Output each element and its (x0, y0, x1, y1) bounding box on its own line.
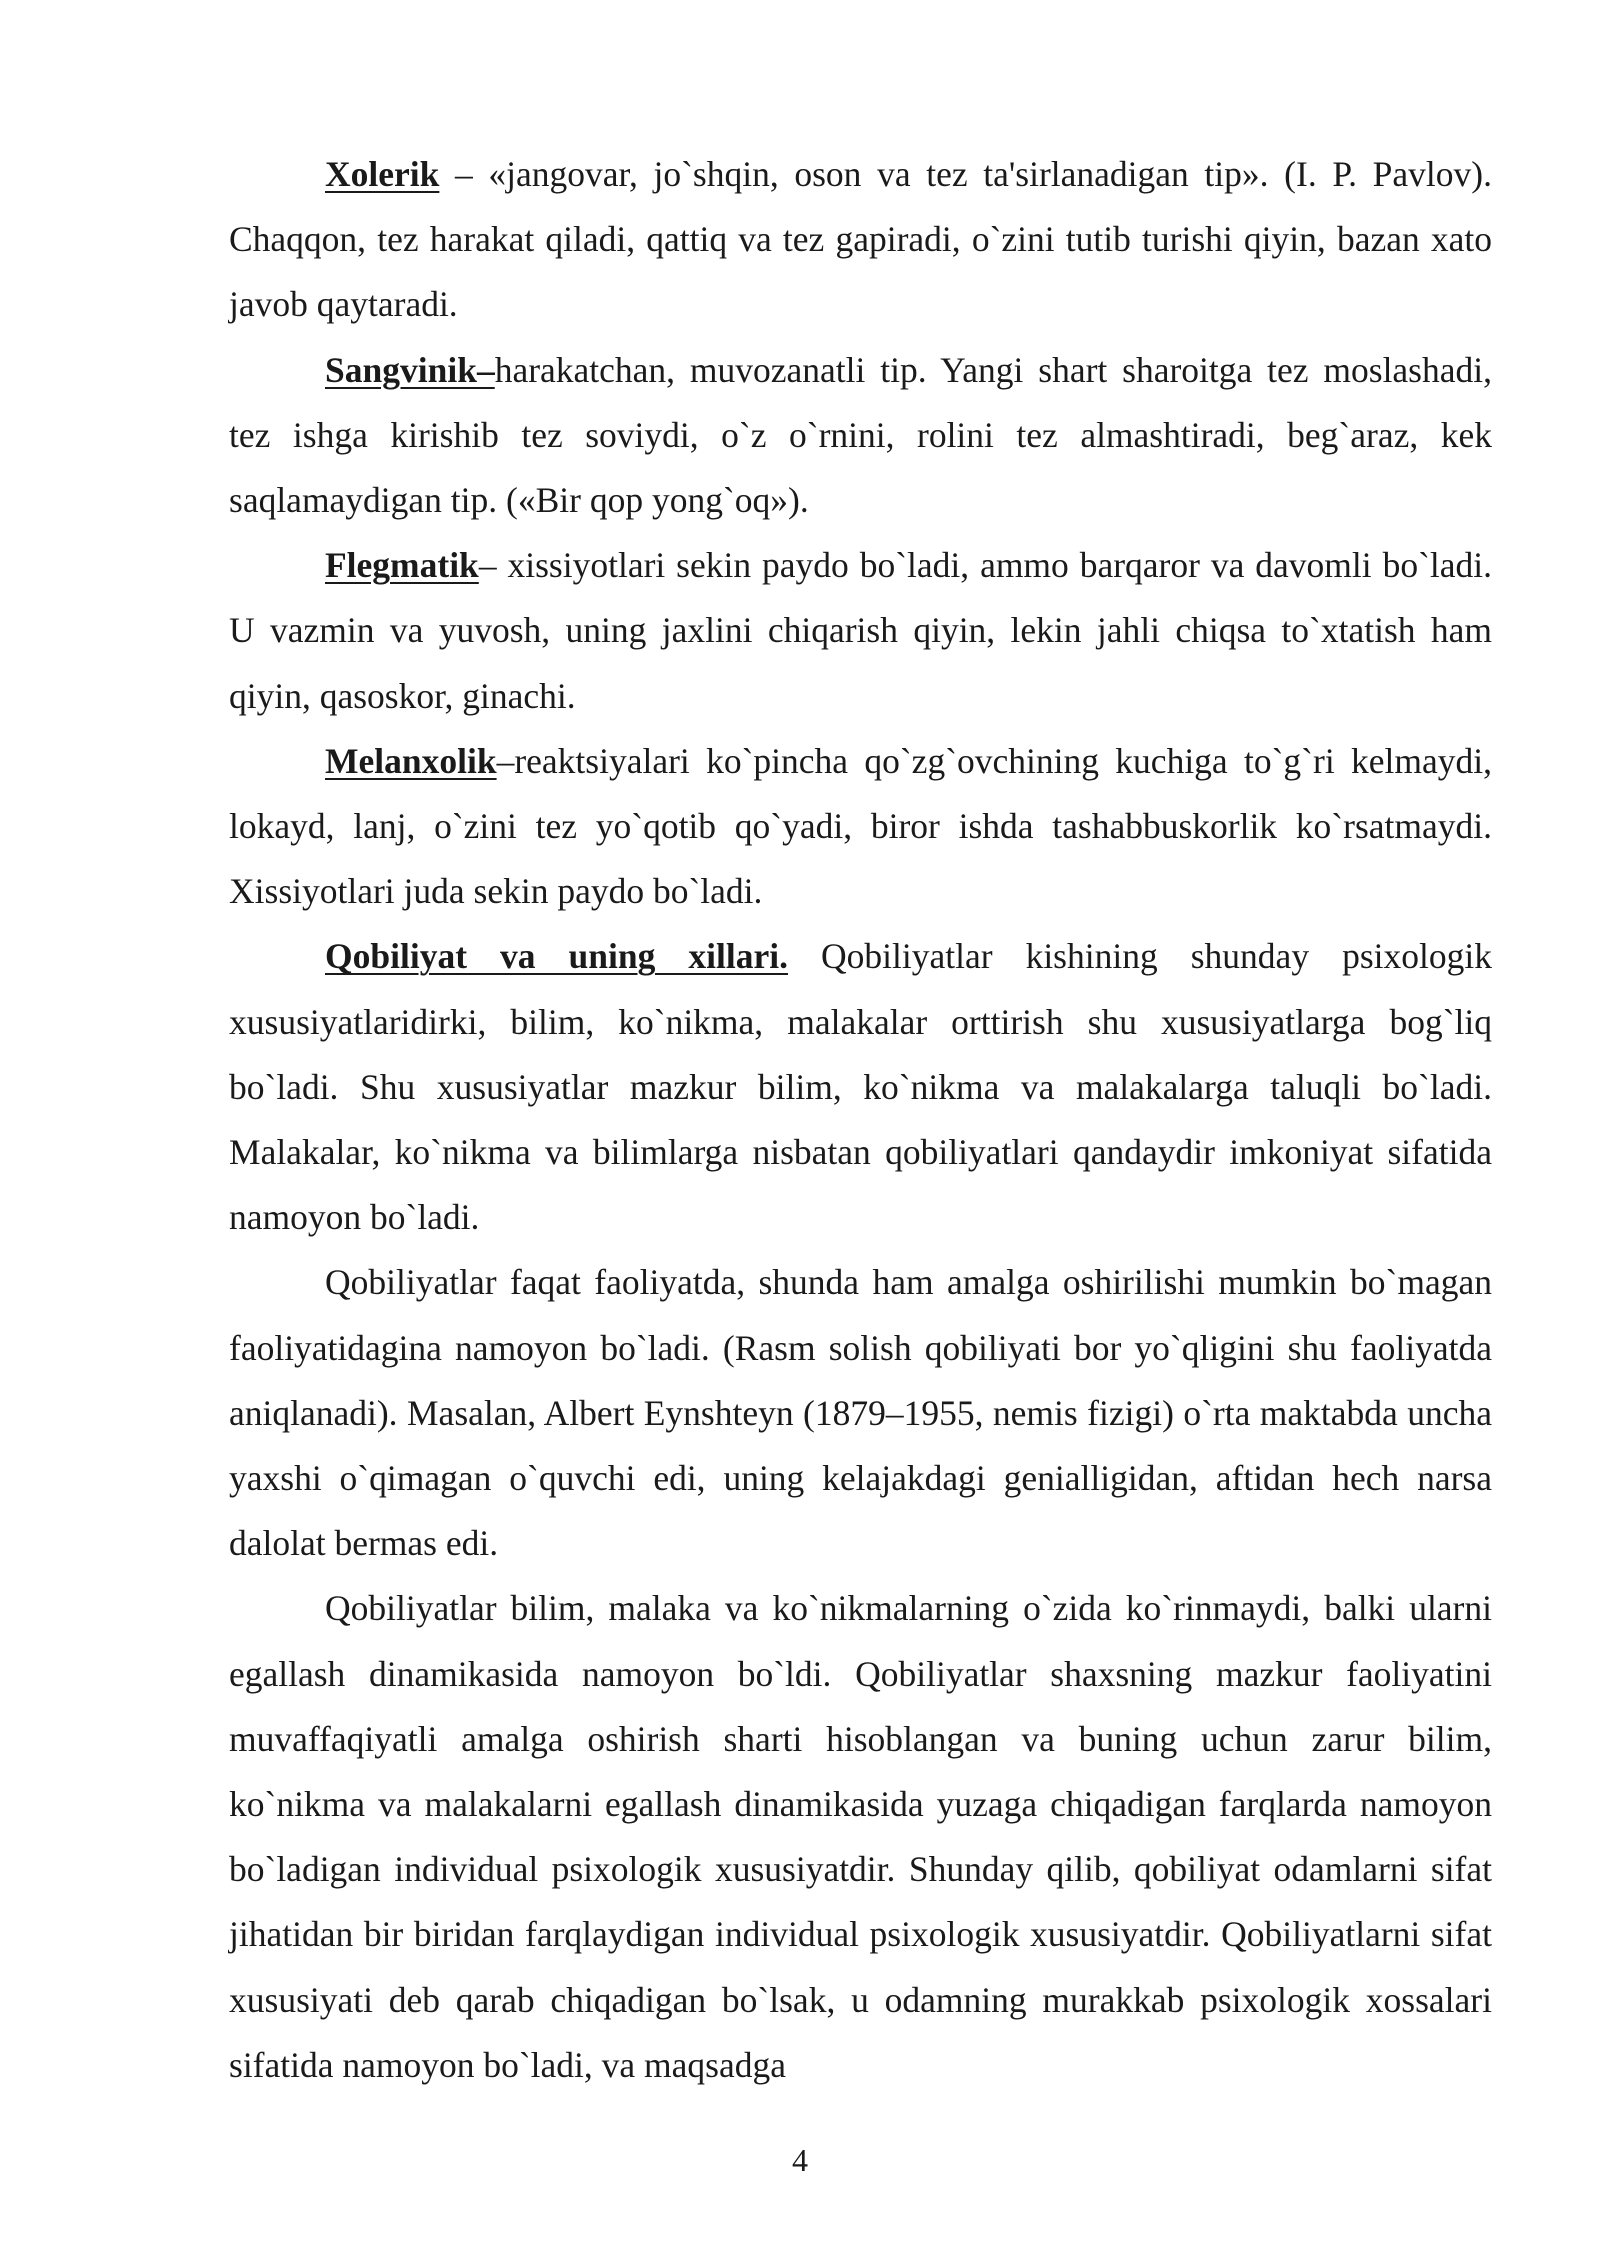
paragraph-flegmatik (229, 533, 1492, 729)
term-qobiliyat: Qobiliyat va uning xillari. (325, 936, 788, 977)
paragraph-text: –reaktsiyalari ko`pincha qo`zg`ovchining kuchiga to`g`ri kelmaydi, lokayd, lanj, o`zini tez yo`qotib qo`yadi, biror ishda tashabbuskorlik ko`rsatmaydi. Xissiyotlari juda sekin paydo bo`ladi. (229, 740, 1492, 912)
paragraph-text: Qobiliyatlar bilim, malaka va ko`nikmalarning o`zida ko`rinmaydi, balki ularni egallash dinamikasida namoyon bo`ldi. Qobiliyatlar shaxsning mazkur faoliyatini muvaffaqiyatli amalga oshirish sharti hisoblangan va buning uchun zarur bilim, ko`nikma va malakalarni egallash dinamikasida yuzaga chiqadigan farqlarda namoyon bo`ladigan individual psixologik xususiyatdir. Shunday qilib, qobiliyat odamlarni sifat jihatidan bir biridan farqlaydigan individual psixologik xususiyatdir. Qobiliyatlarni sifat xususiyati deb qarab chiqadigan bo`lsak, u odamning murakkab psixologik xossalari sifatida namoyon bo`ladi, va maqsadga (229, 1588, 1492, 2085)
term-sangvinik: Sangvinik– (325, 349, 495, 390)
paragraph-text: harakatchan, muvozanatli tip. Yangi shart sharoitga tez moslashadi, tez ishga kirishib tez soviydi, o`z o`rnini, rolini tez almashtiradi, beg`araz, kek saqlamaydigan tip. («Bir qop yong`oq»). (229, 349, 1492, 521)
term-xolerik: Xolerik (325, 154, 440, 194)
paragraph-text: – xissiyotlari sekin paydo bo`ladi, ammo barqaror va davomli bo`ladi. U vazmin va yuvosh, uning jaxlini chiqarish qiyin, lekin jahli chiqsa to`xtatish ham qiyin, qasoskor, ginachi. (229, 545, 1492, 716)
paragraph-text: Qobiliyatlar faqat faoliyatda, shunda ham amalga oshirilishi mumkin bo`magan faoliyatidagina namoyon bo`ladi. (Rasm solish qobiliyati bor yo`qligini shu faoliyatda aniqlanadi). Masalan, Albert Eynshteyn (1879–1955, nemis fizigi) o`rta maktabda uncha yaxshi o`qimagan o`quvchi edi, uning kelajakdagi genialligidan, aftidan hech narsa dalolat bermas edi. (229, 1262, 1492, 1564)
page-number: 4 (792, 2142, 808, 2178)
term-melanxolik: Melanxolik (325, 740, 497, 781)
paragraph-text: – «jangovar, jo`shqin, oson va tez ta'sirlanadigan tip». (I. P. Pavlov). Chaqqon, tez harakat qiladi, qattiq va tez gapiradi, o`zini tutib turishi qiyin, bazan xato javob qaytaradi. (229, 154, 1492, 325)
paragraph-melanxolik (229, 729, 1492, 925)
paragraph-dinamika (229, 1576, 1492, 2098)
paragraph-xolerik (229, 142, 1492, 338)
paragraph-sangvinik (229, 338, 1492, 534)
term-flegmatik: Flegmatik (325, 545, 479, 586)
document-page (229, 142, 1492, 2098)
paragraph-qobiliyat (229, 924, 1492, 1250)
paragraph-text: Qobiliyatlar kishining shunday psixologik xususiyatlaridirki, bilim, ko`nikma, malakalar orttirish shu xususiyatlarga bog`liq bo`ladi. Shu xususiyatlar mazkur bilim, ko`nikma va malakalarga taluqli bo`ladi. Malakalar, ko`nikma va bilimlarga nisbatan qobiliyatlari qandaydir imkoniyat sifatida namoyon bo`ladi. (229, 936, 1492, 1238)
paragraph-faoliyat (229, 1250, 1492, 1576)
